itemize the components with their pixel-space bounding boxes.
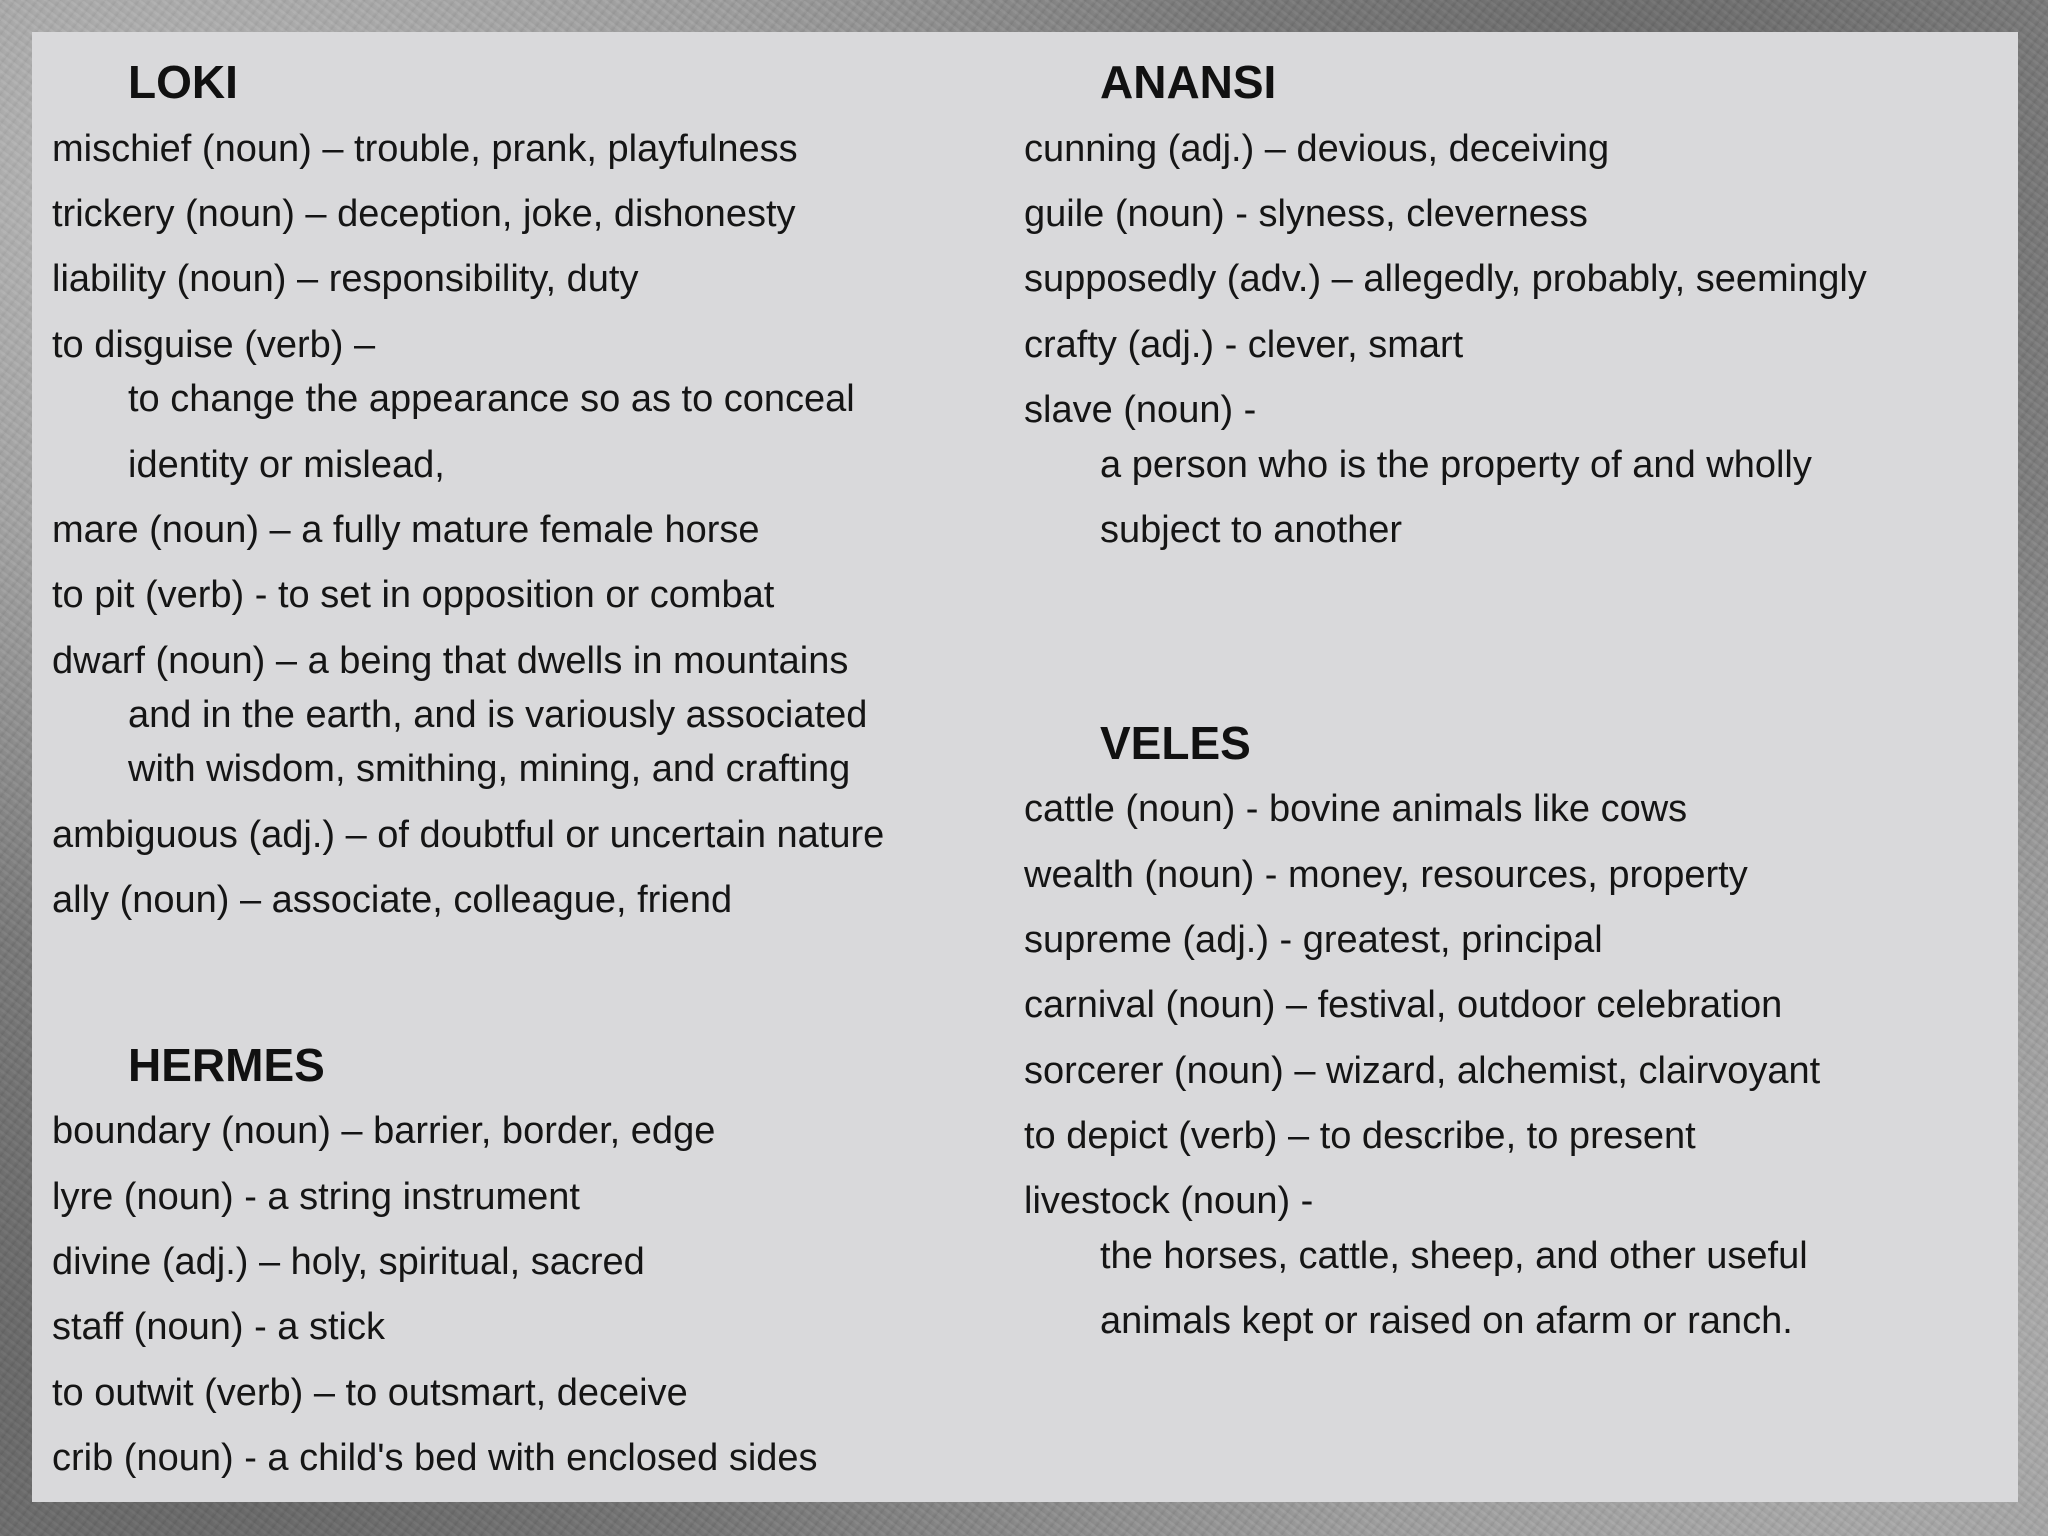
loki-entry-disguise-definition-line-2: identity or mislead, — [128, 444, 445, 486]
anansi-entry-crafty: crafty (adj.) - clever, smart — [1024, 324, 1464, 366]
veles-entry-supreme: supreme (adj.) - greatest, principal — [1024, 919, 1603, 961]
loki-entry-trickery: trickery (noun) – deception, joke, dishonesty — [52, 193, 796, 235]
loki-entry-mischief: mischief (noun) – trouble, prank, playfulness — [52, 128, 798, 170]
vocabulary-slide — [32, 32, 2018, 1502]
hermes-entry-boundary: boundary (noun) – barrier, border, edge — [52, 1110, 716, 1152]
veles-heading: VELES — [1100, 717, 1251, 769]
veles-entry-carnival: carnival (noun) – festival, outdoor celebration — [1024, 984, 1783, 1026]
hermes-entry-lyre: lyre (noun) - a string instrument — [52, 1176, 580, 1218]
hermes-entry-outwit: to outwit (verb) – to outsmart, deceive — [52, 1372, 688, 1414]
veles-entry-depict: to depict (verb) – to describe, to present — [1024, 1115, 1696, 1157]
loki-entry-dwarf: dwarf (noun) – a being that dwells in mountains — [52, 640, 849, 682]
loki-entry-mare: mare (noun) – a fully mature female horse — [52, 509, 760, 551]
loki-heading: LOKI — [128, 56, 238, 108]
veles-entry-livestock-definition-line-2: animals kept or raised on afarm or ranch. — [1100, 1300, 1793, 1342]
veles-entry-sorcerer: sorcerer (noun) – wizard, alchemist, clairvoyant — [1024, 1050, 1821, 1092]
loki-entry-pit: to pit (verb) - to set in opposition or combat — [52, 574, 775, 616]
anansi-entry-slave-definition-line-2: subject to another — [1100, 509, 1403, 551]
hermes-entry-crib: crib (noun) - a child's bed with enclosed sides — [52, 1437, 818, 1479]
anansi-entry-supposedly: supposedly (adv.) – allegedly, probably, seemingly — [1024, 258, 1867, 300]
veles-entry-cattle: cattle (noun) - bovine animals like cows — [1024, 788, 1688, 830]
anansi-entry-guile: guile (noun) - slyness, cleverness — [1024, 193, 1588, 235]
loki-entry-dwarf-definition-line-2: with wisdom, smithing, mining, and crafting — [128, 748, 851, 790]
loki-entry-liability: liability (noun) – responsibility, duty — [52, 258, 639, 300]
hermes-entry-divine: divine (adj.) – holy, spiritual, sacred — [52, 1241, 645, 1283]
hermes-entry-staff: staff (noun) - a stick — [52, 1306, 385, 1348]
loki-entry-disguise: to disguise (verb) – — [52, 324, 376, 366]
anansi-heading: ANANSI — [1100, 56, 1277, 108]
loki-entry-dwarf-definition-line-1: and in the earth, and is variously associated — [128, 694, 868, 736]
hermes-heading: HERMES — [128, 1039, 325, 1091]
loki-entry-ally: ally (noun) – associate, colleague, friend — [52, 879, 733, 921]
anansi-entry-slave: slave (noun) - — [1024, 389, 1257, 431]
loki-entry-ambiguous: ambiguous (adj.) – of doubtful or uncertain nature — [52, 814, 885, 856]
anansi-entry-cunning: cunning (adj.) – devious, deceiving — [1024, 128, 1610, 170]
veles-entry-livestock: livestock (noun) - — [1024, 1180, 1314, 1222]
loki-entry-disguise-definition-line-1: to change the appearance so as to conceal — [128, 378, 855, 420]
veles-entry-livestock-definition-line-1: the horses, cattle, sheep, and other useful — [1100, 1235, 1808, 1277]
anansi-entry-slave-definition-line-1: a person who is the property of and wholly — [1100, 444, 1812, 486]
veles-entry-wealth: wealth (noun) - money, resources, property — [1024, 854, 1748, 896]
